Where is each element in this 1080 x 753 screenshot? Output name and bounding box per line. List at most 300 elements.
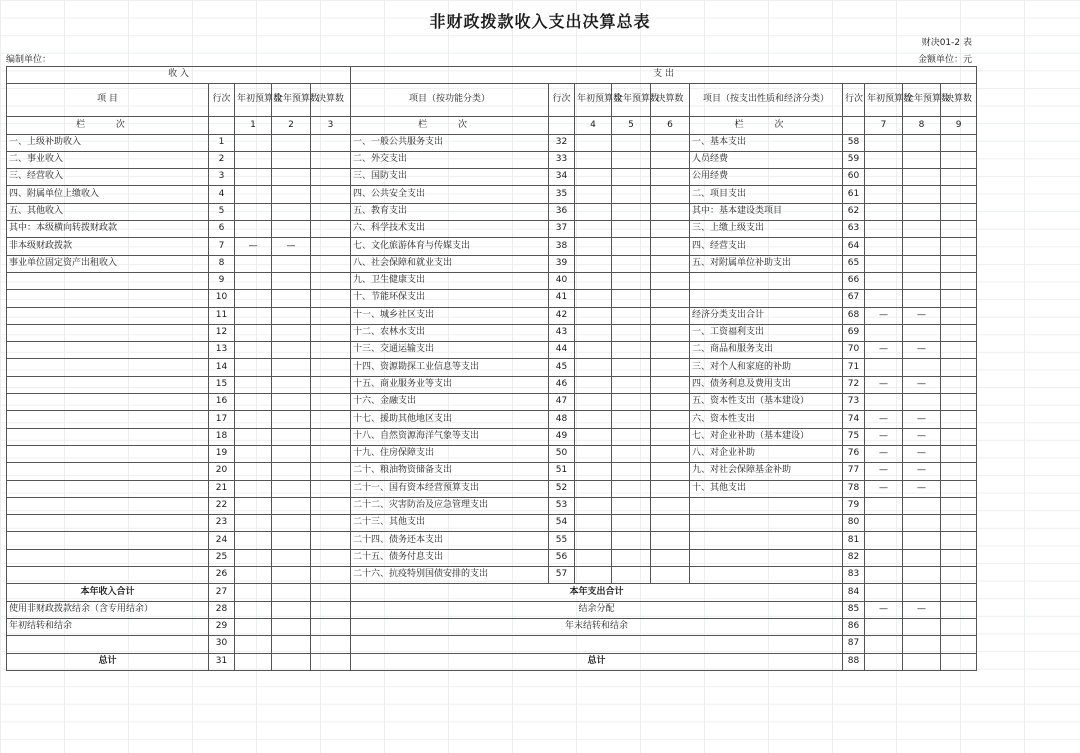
amount-cell [235,394,272,411]
amount-cell: — [903,480,941,497]
amount-cell [311,480,351,497]
row-number: 13 [209,342,235,359]
econ-item-name: 其中：基本建设类项目 [690,203,843,220]
econ-item-name [690,549,843,566]
amount-cell [235,324,272,341]
amount-cell [941,549,977,566]
amount-cell [651,324,690,341]
amount-cell [941,394,977,411]
income-item-header: 项 目 [7,84,209,117]
row-number: 77 [843,463,865,480]
amount-cell [235,480,272,497]
amount-cell [575,342,612,359]
amount-cell [575,376,612,393]
amount-cell [612,255,651,272]
table-row [7,221,977,238]
amount-cell [903,394,941,411]
amount-cell [865,497,903,514]
amount-cell [235,601,272,618]
row-number: 23 [209,515,235,532]
row-number: 47 [549,394,575,411]
amount-cell [272,394,311,411]
func-item-header: 项目（按功能分类） [351,84,549,117]
amount-cell [651,342,690,359]
col-number: 1 [235,117,272,134]
amount-cell [612,151,651,168]
econ-item-name: 十、其他支出 [690,480,843,497]
amount-cell [651,411,690,428]
amount-cell [651,515,690,532]
amount-cell [865,549,903,566]
amount-cell [941,134,977,151]
amount-cell [903,515,941,532]
econ-item-name [690,532,843,549]
amount-cell [941,342,977,359]
amount-cell [272,463,311,480]
expense-summary-name: 总计 [351,653,843,670]
table-row [7,186,977,203]
amount-cell [235,567,272,584]
amount-cell [612,480,651,497]
income-item-name: 五、其他收入 [7,203,209,220]
amount-cell [903,636,941,653]
row-number: 8 [209,255,235,272]
income-item-name [7,342,209,359]
amount-cell [235,636,272,653]
amount-cell [235,272,272,289]
col-label: 栏 次 [7,117,209,134]
amount-cell [651,169,690,186]
col-number: 4 [575,117,612,134]
row-number: 15 [209,376,235,393]
row-number: 66 [843,272,865,289]
amount-cell [272,515,311,532]
amount-cell [651,497,690,514]
econ-item-name: 二、项目支出 [690,186,843,203]
row-number: 42 [549,307,575,324]
col-label: 栏 次 [690,117,843,134]
amount-cell [651,428,690,445]
row-number: 12 [209,324,235,341]
econ-item-name: 公用经费 [690,169,843,186]
amount-cell [311,342,351,359]
amount-cell [235,169,272,186]
amount-cell [311,618,351,635]
table-row [7,238,977,255]
amount-cell [651,203,690,220]
row-number: 57 [549,567,575,584]
amount-cell: — [865,376,903,393]
amount-cell: — [903,411,941,428]
income-item-name [7,359,209,376]
amount-cell [272,532,311,549]
income-item-name [7,549,209,566]
amount-cell [575,169,612,186]
row-number: 70 [843,342,865,359]
table-row [7,532,977,549]
amount-cell [272,255,311,272]
row-number: 20 [209,463,235,480]
func-item-name: 二十三、其他支出 [351,515,549,532]
row-number: 61 [843,186,865,203]
func-item-name: 十三、交通运输支出 [351,342,549,359]
amount-cell [865,186,903,203]
func-item-name: 二十、粮油物资储备支出 [351,463,549,480]
amount-cell [311,221,351,238]
amount-cell [235,618,272,635]
amount-cell: — [272,238,311,255]
row-number: 24 [209,532,235,549]
amount-cell [272,151,311,168]
amount-cell [272,445,311,462]
empty-cell [843,117,865,134]
org-label: 编制单位： [6,55,52,65]
amount-cell [903,203,941,220]
row-number: 50 [549,445,575,462]
row-number: 83 [843,567,865,584]
row-number: 73 [843,394,865,411]
row-number: 4 [209,186,235,203]
table-row [7,480,977,497]
row-number: 58 [843,134,865,151]
amount-cell [311,324,351,341]
amount-cell [272,203,311,220]
header-row-col-numbers [7,117,977,134]
amount-cell [272,186,311,203]
amount-cell [651,186,690,203]
amount-cell [235,203,272,220]
amount-cell [903,618,941,635]
amount-cell [941,584,977,601]
amount-cell [865,515,903,532]
amount-cell [311,445,351,462]
income-item-name [7,307,209,324]
unit-label: 金额单位：元 [917,55,972,65]
amount-cell [612,134,651,151]
amount-cell [651,238,690,255]
econ-item-name: 三、对个人和家庭的补助 [690,359,843,376]
table-row [7,134,977,151]
row-number: 55 [549,532,575,549]
row-number: 62 [843,203,865,220]
amount-cell [575,151,612,168]
amount-cell [941,221,977,238]
row-number: 41 [549,290,575,307]
amount-cell [272,497,311,514]
expense-summary-name: 年末结转和结余 [351,618,843,635]
amount-cell: — [865,342,903,359]
row-number: 72 [843,376,865,393]
amount-cell [865,151,903,168]
row-number: 52 [549,480,575,497]
amount-cell [235,342,272,359]
econ-item-name: 九、对社会保障基金补助 [690,463,843,480]
amount-cell [651,463,690,480]
summary-row [7,618,977,635]
budget-init-header: 年初预算数 [575,84,612,117]
amount-cell: — [865,411,903,428]
amount-cell [651,549,690,566]
row-number: 76 [843,445,865,462]
amount-cell [575,272,612,289]
amount-cell [235,151,272,168]
amount-cell [941,290,977,307]
amount-cell [941,255,977,272]
amount-cell [311,169,351,186]
econ-item-name: 二、商品和服务支出 [690,342,843,359]
amount-cell [235,653,272,670]
row-number: 38 [549,238,575,255]
row-number: 85 [843,601,865,618]
header-row-sections [7,67,977,84]
amount-cell [235,445,272,462]
expense-section-header: 支 出 [351,67,977,84]
func-item-name: 一、一般公共服务支出 [351,134,549,151]
amount-cell [941,203,977,220]
amount-cell [941,272,977,289]
amount-cell [272,376,311,393]
econ-item-name: 四、经营支出 [690,238,843,255]
amount-cell [311,653,351,670]
amount-cell [865,324,903,341]
amount-cell [903,221,941,238]
amount-cell [651,221,690,238]
amount-cell [651,359,690,376]
final-header: 决算数 [651,84,690,117]
row-number: 79 [843,497,865,514]
row-number: 33 [549,151,575,168]
amount-cell [612,290,651,307]
row-number: 27 [209,584,235,601]
row-number: 5 [209,203,235,220]
table-row [7,151,977,168]
row-number: 84 [843,584,865,601]
amount-cell [865,567,903,584]
income-item-name [7,497,209,514]
income-item-name: 事业单位固定资产出租收入 [7,255,209,272]
func-item-name: 十一、城乡社区支出 [351,307,549,324]
amount-cell [575,497,612,514]
income-item-name [7,324,209,341]
row-number: 45 [549,359,575,376]
amount-cell [651,376,690,393]
income-item-name [7,411,209,428]
amount-cell [272,618,311,635]
amount-cell: — [865,307,903,324]
amount-cell [311,394,351,411]
amount-cell [865,221,903,238]
econ-item-header: 项目（按支出性质和经济分类） [690,84,843,117]
amount-cell [941,324,977,341]
col-number: 3 [311,117,351,134]
amount-cell [272,324,311,341]
table-row [7,307,977,324]
amount-cell [575,549,612,566]
func-item-name: 二十二、灾害防治及应急管理支出 [351,497,549,514]
func-item-name: 十二、农林水支出 [351,324,549,341]
econ-item-name [690,497,843,514]
econ-item-name: 人员经费 [690,151,843,168]
col-number: 7 [865,117,903,134]
income-item-name: 非本级财政拨款 [7,238,209,255]
amount-cell [575,480,612,497]
row-number: 80 [843,515,865,532]
amount-cell [575,394,612,411]
row-number: 34 [549,169,575,186]
row-number: 43 [549,324,575,341]
amount-cell: — [903,307,941,324]
income-item-name [7,463,209,480]
econ-item-name [690,290,843,307]
amount-cell [941,238,977,255]
amount-cell [235,221,272,238]
row-number: 44 [549,342,575,359]
amount-cell [272,636,311,653]
amount-cell [651,290,690,307]
income-item-name: 二、事业收入 [7,151,209,168]
amount-cell [612,221,651,238]
budget-init-header: 年初预算数 [865,84,903,117]
table-row [7,567,977,584]
amount-cell [311,428,351,445]
amount-cell [865,255,903,272]
amount-cell [235,307,272,324]
amount-cell [272,567,311,584]
amount-cell [311,186,351,203]
row-number: 67 [843,290,865,307]
row-number: 1 [209,134,235,151]
amount-cell [272,307,311,324]
econ-item-name: 三、上缴上级支出 [690,221,843,238]
amount-cell [235,186,272,203]
amount-cell [651,480,690,497]
income-summary-name: 本年收入合计 [7,584,209,601]
amount-cell [272,411,311,428]
summary-row [7,653,977,670]
amount-cell [903,151,941,168]
amount-cell [941,480,977,497]
amount-cell [272,169,311,186]
amount-cell [311,290,351,307]
amount-cell [903,653,941,670]
amount-cell [865,653,903,670]
amount-cell [941,428,977,445]
amount-cell [311,497,351,514]
amount-cell [651,394,690,411]
summary-table [6,66,977,671]
row-number: 32 [549,134,575,151]
amount-cell: — [903,376,941,393]
amount-cell [235,134,272,151]
amount-cell [865,134,903,151]
func-item-name: 二十六、抗疫特别国债安排的支出 [351,567,549,584]
amount-cell [612,272,651,289]
func-item-name: 七、文化旅游体育与传媒支出 [351,238,549,255]
amount-cell [272,272,311,289]
amount-cell [235,497,272,514]
row-number: 40 [549,272,575,289]
row-number: 18 [209,428,235,445]
amount-cell [941,359,977,376]
income-item-name [7,515,209,532]
table-row [7,515,977,532]
econ-item-name [690,272,843,289]
amount-cell [235,532,272,549]
row-number: 39 [549,255,575,272]
amount-cell [941,618,977,635]
row-number: 60 [843,169,865,186]
amount-cell [575,567,612,584]
row-number: 36 [549,203,575,220]
func-item-name: 九、卫生健康支出 [351,272,549,289]
amount-cell [575,221,612,238]
amount-cell [311,549,351,566]
amount-cell: — [235,238,272,255]
amount-cell [235,515,272,532]
amount-cell [612,342,651,359]
amount-cell [903,169,941,186]
func-item-name: 十、节能环保支出 [351,290,549,307]
amount-cell [651,255,690,272]
amount-cell [865,584,903,601]
amount-cell [651,307,690,324]
row-number: 82 [843,549,865,566]
row-number: 48 [549,411,575,428]
func-item-name: 二十一、国有资本经营预算支出 [351,480,549,497]
amount-cell [311,359,351,376]
amount-cell [311,636,351,653]
income-item-name [7,532,209,549]
col-number: 8 [903,117,941,134]
col-number: 9 [941,117,977,134]
row-number: 14 [209,359,235,376]
budget-full-header: 全年预算数 [903,84,941,117]
econ-item-name: 八、对企业补助 [690,445,843,462]
row-number: 26 [209,567,235,584]
empty-cell [549,117,575,134]
row-number: 22 [209,497,235,514]
income-item-name [7,567,209,584]
amount-cell [311,134,351,151]
table-row [7,376,977,393]
econ-item-name: 四、债务利息及费用支出 [690,376,843,393]
func-item-name: 十六、金融支出 [351,394,549,411]
income-item-name [7,272,209,289]
econ-item-name: 七、对企业补助（基本建设） [690,428,843,445]
row-number: 56 [549,549,575,566]
row-number: 3 [209,169,235,186]
amount-cell [941,601,977,618]
table-row [7,169,977,186]
amount-cell [941,445,977,462]
row-number: 64 [843,238,865,255]
amount-cell [311,272,351,289]
row-number: 59 [843,151,865,168]
income-summary-name: 总计 [7,653,209,670]
func-item-name: 五、教育支出 [351,203,549,220]
form-number: 财决01-2 表 [921,38,972,48]
amount-cell [235,411,272,428]
amount-cell [272,221,311,238]
row-number: 21 [209,480,235,497]
econ-item-name: 五、资本性支出（基本建设） [690,394,843,411]
row-number: 87 [843,636,865,653]
row-number: 25 [209,549,235,566]
table-row [7,290,977,307]
income-item-name: 四、附属单位上缴收入 [7,186,209,203]
row-number: 19 [209,445,235,462]
table-row [7,272,977,289]
